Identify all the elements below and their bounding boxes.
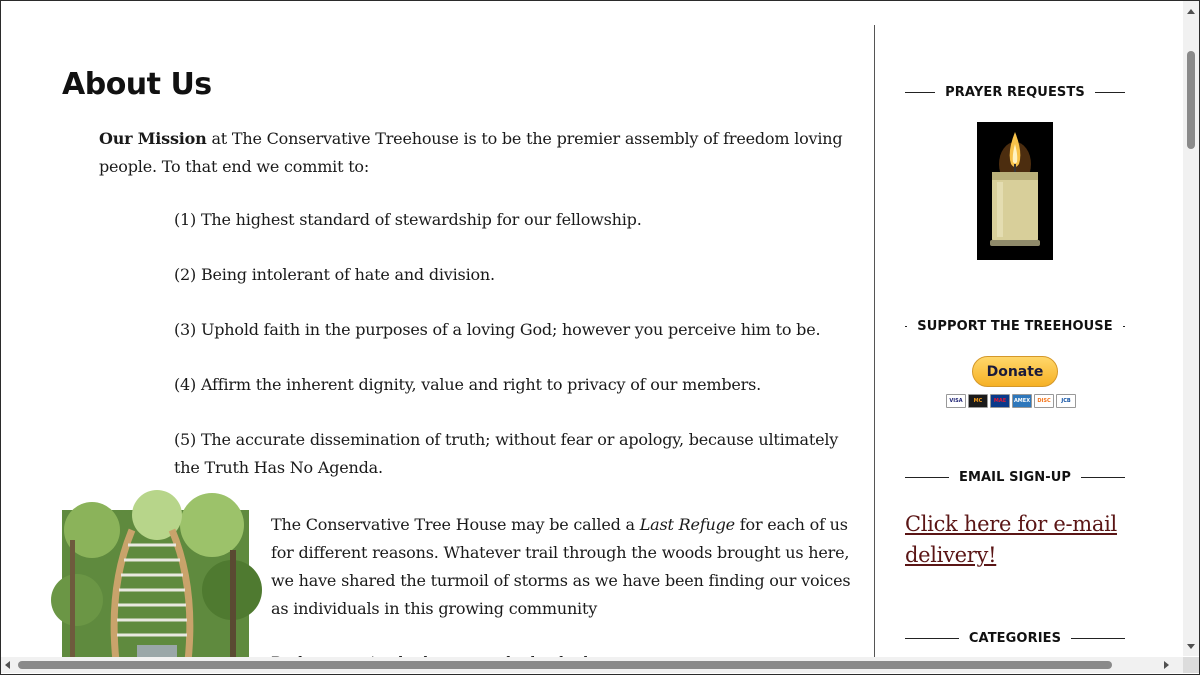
horizontal-scroll-thumb[interactable]: [18, 661, 1112, 669]
email-signup-title: [905, 470, 1125, 485]
email-delivery-link[interactable]: Click here for e-mail delivery!: [905, 512, 1117, 567]
prayer-requests-title: [905, 85, 1125, 100]
treehouse-photo: [62, 510, 249, 670]
discover-card-icon: DISC: [1034, 394, 1054, 408]
mission-label: Our Mission: [99, 129, 207, 148]
page-title: About Us: [62, 67, 212, 102]
scroll-down-arrow-icon[interactable]: [1187, 644, 1195, 649]
scroll-right-arrow-icon[interactable]: [1164, 661, 1169, 669]
intro-paragraph: [271, 511, 851, 623]
mastercard-icon: MC: [968, 394, 988, 408]
prayer-requests-label: PRAYER REQUESTS: [945, 85, 1085, 100]
commitment-2: (2) Being intolerant of hate and division.: [174, 265, 495, 284]
page-viewport: [1, 1, 1182, 656]
donate-button[interactable]: Donate: [972, 356, 1058, 387]
mission-statement: [99, 125, 849, 181]
commitment-5: (5) The accurate dissemination of truth; without fear or apology, because ultimately the Truth Has No Agenda.: [174, 430, 839, 477]
commitment-list: [174, 206, 854, 509]
email-signup-label: EMAIL SIGN-UP: [958, 470, 1072, 485]
amex-card-icon: AMEX: [1012, 394, 1032, 408]
jcb-card-icon: JCB: [1056, 394, 1076, 408]
maestro-card-icon: MAE: [990, 394, 1010, 408]
treehouse-staircase-photo-icon: [62, 510, 249, 670]
vertical-scroll-thumb[interactable]: [1187, 51, 1195, 149]
column-divider: [874, 25, 875, 665]
commitment-4: (4) Affirm the inherent dignity, value and right to privacy of our members.: [174, 375, 762, 394]
donate-widget: [945, 356, 1085, 412]
commitment-1: (1) The highest standard of stewardship for our fellowship.: [174, 210, 642, 229]
commitment-3: (3) Uphold faith in the purposes of a loving God; however you perceive him to be.: [174, 320, 821, 339]
support-label: SUPPORT THE TREEHOUSE: [917, 319, 1113, 334]
support-title: [905, 319, 1125, 334]
categories-title: [905, 631, 1125, 646]
intro-text-end: for each of us for different reasons. Whatever trail through the woods brought us here, we have shared the turmoil of storms as we have been finding our voices as individuals in this growing community: [271, 515, 851, 618]
vertical-scrollbar[interactable]: [1183, 1, 1199, 656]
scroll-up-arrow-icon[interactable]: [1187, 9, 1195, 14]
categories-label: CATEGORIES: [968, 631, 1062, 646]
intro-text-start: The Conservative Tree House may be called a: [271, 515, 640, 534]
payment-cards: [946, 394, 1076, 408]
candle-icon: [977, 122, 1053, 260]
horizontal-scrollbar[interactable]: [1, 657, 1183, 673]
scrollbar-corner: [1183, 657, 1199, 673]
scroll-left-arrow-icon[interactable]: [5, 661, 10, 669]
visa-card-icon: VISA: [946, 394, 966, 408]
last-refuge-emphasis: Last Refuge: [639, 515, 735, 534]
candle-image[interactable]: [977, 122, 1053, 260]
mission-text: at The Conservative Treehouse is to be the premier assembly of freedom loving people. To that end we commit to:: [99, 129, 843, 176]
